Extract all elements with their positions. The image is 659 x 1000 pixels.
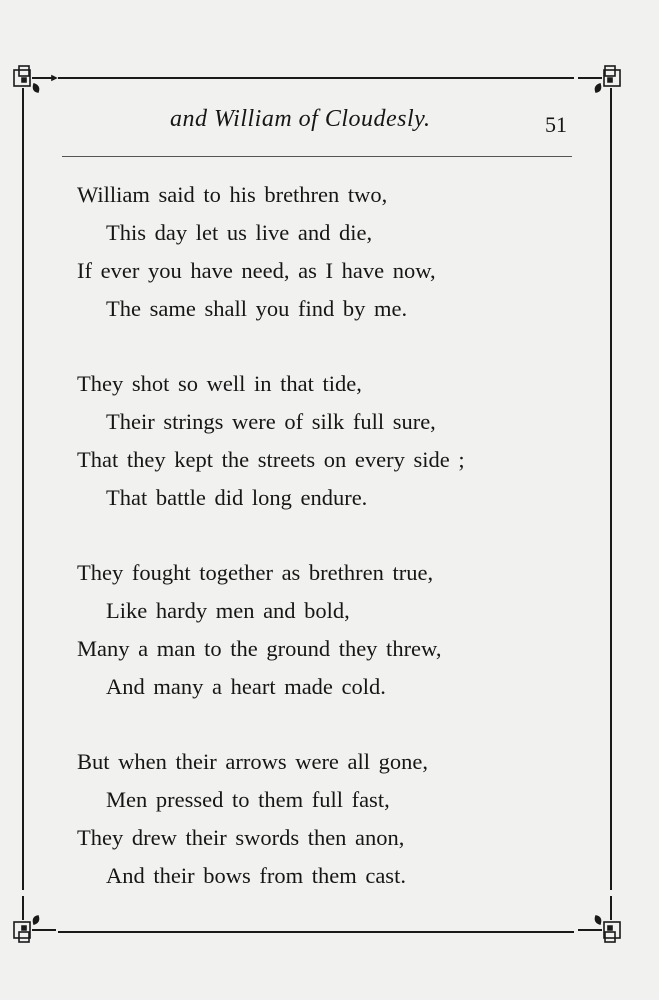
fleuron-corner-icon (10, 64, 58, 112)
frame-top-rule (58, 77, 574, 79)
verse-line: William said to his brethren two, (77, 182, 388, 207)
verse-line: This day let us live and die, (106, 220, 373, 245)
verse-line: They shot so well in that tide, (77, 371, 362, 396)
verse-line: That they kept the streets on every side ; (77, 447, 465, 472)
verse-line: Their strings were of silk full sure, (106, 409, 436, 434)
verse-line: But when their arrows were all gone, (77, 749, 429, 774)
fleuron-corner-icon (576, 64, 624, 112)
verse-line: They drew their swords then anon, (77, 825, 405, 850)
stanza (77, 743, 597, 895)
verse-line: And their bows from them cast. (106, 863, 406, 888)
frame-left-rule (22, 110, 24, 890)
header-rule (62, 156, 572, 157)
verse-line: That battle did long endure. (106, 485, 368, 510)
verse-line: Men pressed to them full fast, (106, 787, 390, 812)
stanza (77, 365, 597, 517)
verse-line: The same shall you find by me. (106, 296, 408, 321)
fleuron-corner-icon (10, 896, 58, 944)
verse-line: They fought together as brethren true, (77, 560, 434, 585)
stanza (77, 176, 597, 328)
verse-line: And many a heart made cold. (106, 674, 386, 699)
verse-line: If ever you have need, as I have now, (77, 258, 436, 283)
verse-line: Like hardy men and bold, (106, 598, 350, 623)
running-title: and William of Cloudesly. (170, 106, 431, 132)
stanza (77, 554, 597, 706)
verse-line: Many a man to the ground they threw, (77, 636, 442, 661)
page-number: 51 (545, 112, 567, 137)
poem-body (77, 176, 597, 932)
frame-right-rule (610, 110, 612, 890)
